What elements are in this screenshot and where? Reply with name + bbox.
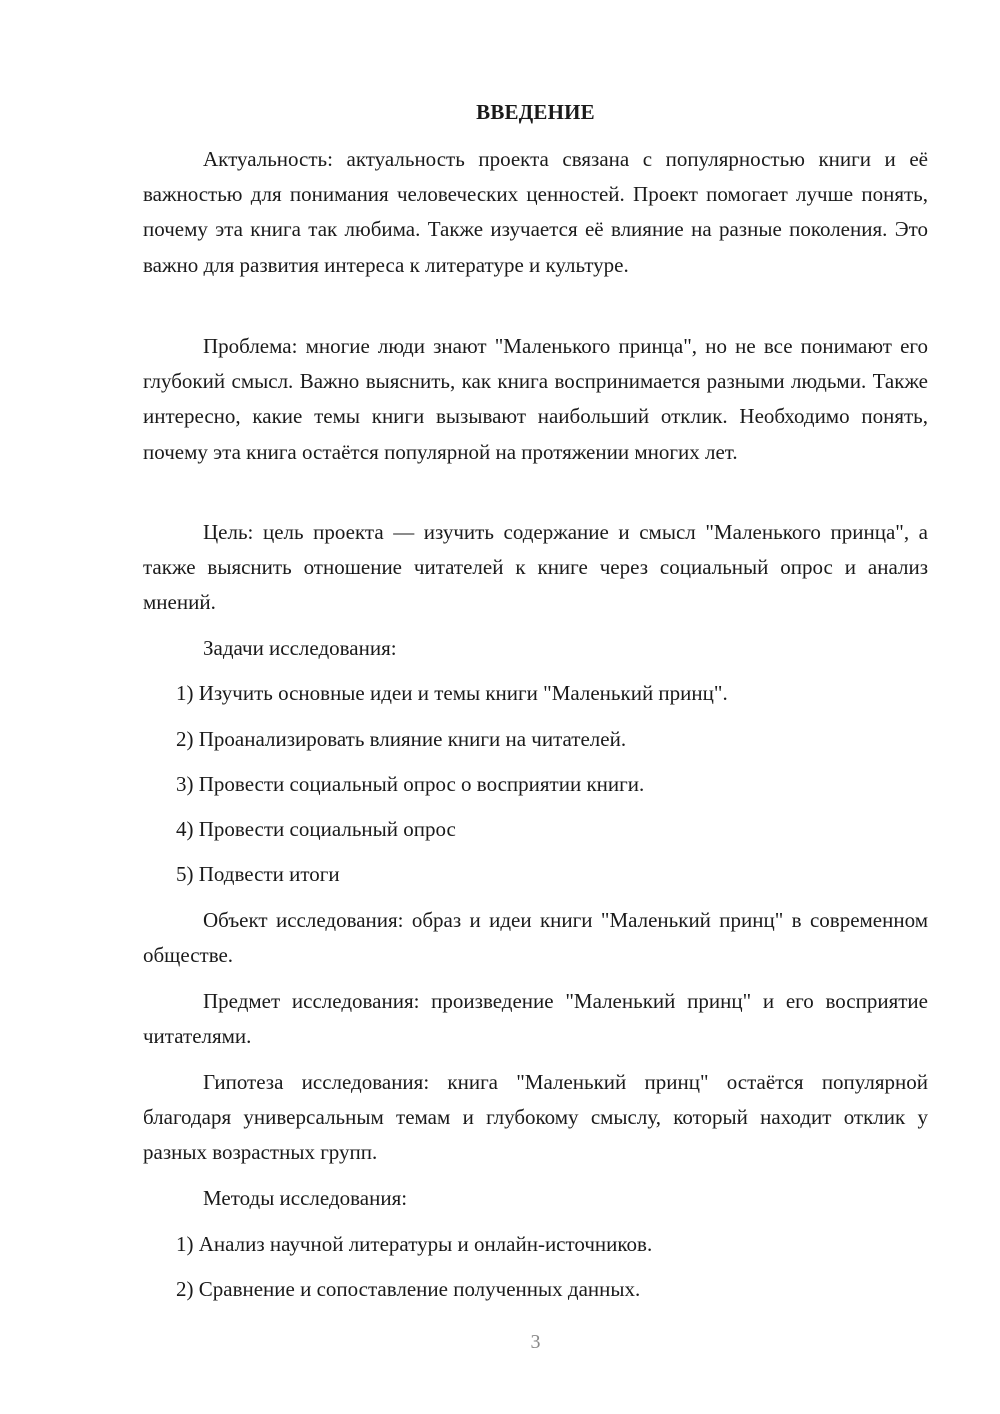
tasks-heading: Задачи исследования: [203, 636, 397, 660]
document-page [143, 0, 928, 1414]
object-paragraph: Объект исследования: образ и идеи книги "Маленький принц" в современном обществе. [143, 908, 928, 968]
goal-paragraph: Цель: цель проекта — изучить содержание и смысл "Маленького принца", а также выяснить отношение читателей к книге через социальный опрос и анализ мнений. [143, 520, 928, 615]
list-item: 2) Сравнение и сопоставление полученных данных. [176, 1277, 641, 1301]
page-number: 3 [530, 1331, 541, 1353]
list-item: 1) Анализ научной литературы и онлайн-источников. [176, 1232, 653, 1256]
hypothesis-paragraph: Гипотеза исследования: книга "Маленький принц" остаётся популярной благодаря универсальным темам и глубокому смыслу, который находит отклик у разных возрастных групп. [143, 1070, 928, 1165]
document-title: ВВЕДЕНИЕ [476, 100, 595, 124]
relevance-paragraph: Актуальность: актуальность проекта связана с популярностью книги и её важностью для понимания человеческих ценностей. Проект помогает лучше понять, почему эта книга так любима. Также изучается её влияние на разные поколения. Это важно для развития интереса к литературе и культуре. [143, 147, 928, 277]
list-item: 3) Провести социальный опрос о восприятии книги. [176, 772, 645, 796]
subject-paragraph: Предмет исследования: произведение "Маленький принц" и его восприятие читателями. [143, 989, 928, 1049]
methods-heading: Методы исследования: [203, 1186, 408, 1210]
list-item: 4) Провести социальный опрос [176, 817, 456, 841]
list-item: 2) Проанализировать влияние книги на читателей. [176, 727, 627, 751]
list-item: 1) Изучить основные идеи и темы книги "Маленький принц". [176, 681, 728, 705]
list-item: 5) Подвести итоги [176, 862, 340, 886]
problem-paragraph: Проблема: многие люди знают "Маленького принца", но не все понимают его глубокий смысл. Важно выяснить, как книга воспринимается разными людьми. Также интересно, какие темы книги вызывают наибольший отклик. Необходимо понять, почему эта книга остаётся популярной на протяжении многих лет. [143, 334, 928, 464]
